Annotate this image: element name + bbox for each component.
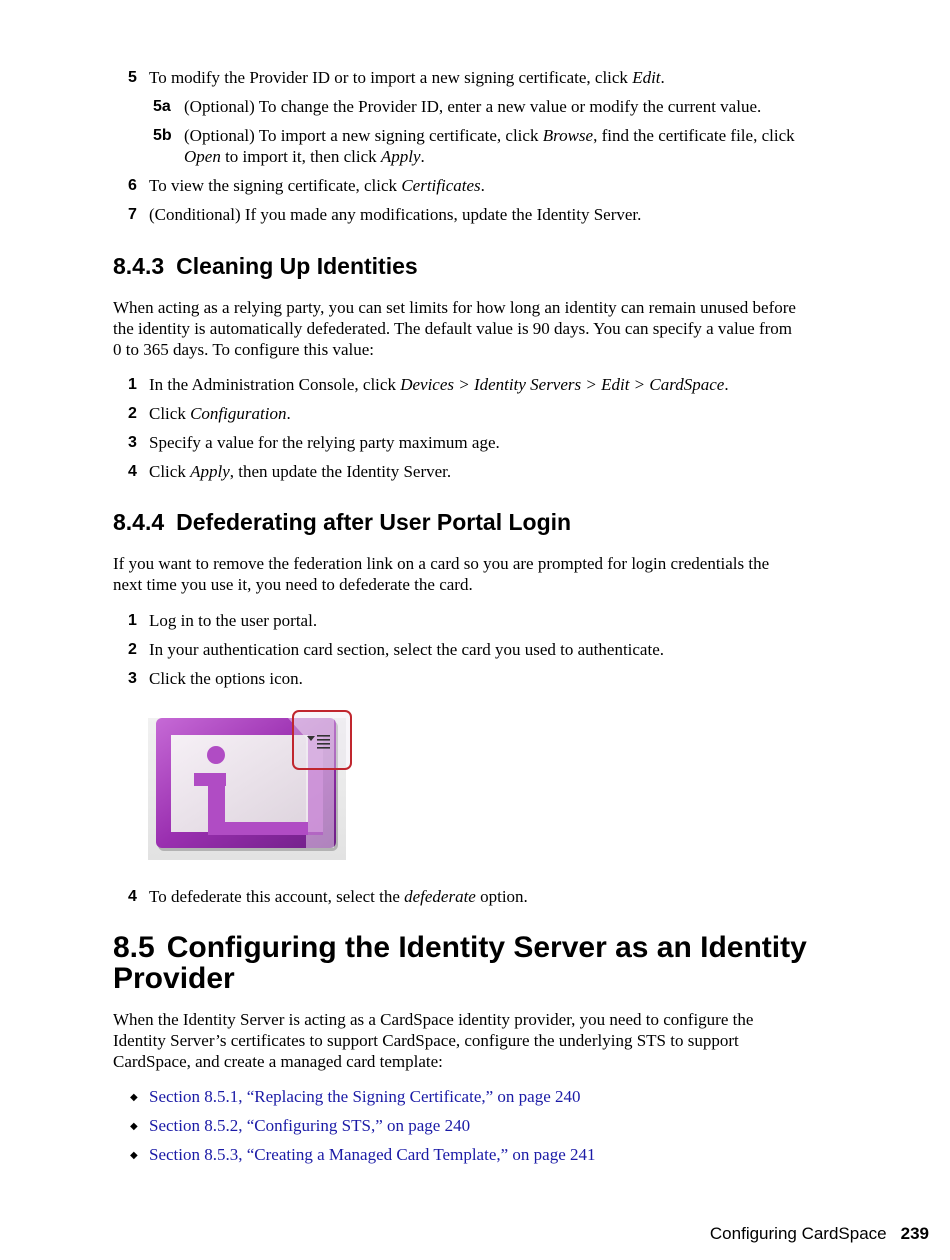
step-text: To modify the Provider ID or to import a new signing certificate, click Edit. [149,68,665,87]
step-number: 1 [128,376,137,393]
step-text: To defederate this account, select the defederate option. [149,887,528,906]
options-icon [306,732,332,752]
footer-chapter: Configuring CardSpace [709,1224,887,1243]
link-section-8-5-2[interactable]: Section 8.5.2, “Configuring STS,” on page 240 [149,1116,471,1135]
step-text: Click Apply, then update the Identity Server. [149,462,452,481]
bullet-icon: ◆ [130,1150,138,1161]
step-text: (Optional) To change the Provider ID, enter a new value or modify the current value. [184,97,762,116]
section-paragraph: If you want to remove the federation link on a card so you are prompted for login credentials the next time you use it, you need to defederate the card. [113,554,770,594]
step-text: Click Configuration. [149,404,291,423]
step-text: Log in to the user portal. [149,611,318,630]
step-text: To view the signing certificate, click Certificates. [149,176,485,195]
step-number: 6 [128,177,137,194]
step-number: 5b [153,127,172,144]
link-section-8-5-3[interactable]: Section 8.5.3, “Creating a Managed Card Template,” on page 241 [149,1145,596,1164]
step-number: 1 [128,612,137,629]
step-number: 4 [128,463,137,480]
step-number: 2 [128,405,137,422]
section-paragraph: When acting as a relying party, you can set limits for how long an identity can remain unused before the identity is automatically defederated. The default value is 90 days. You can specify a value from 0 to 365 days. To configure this value: [113,298,796,359]
step-text-line2: Open to import it, then click Apply. [184,147,425,166]
card-illustration [148,708,358,862]
section-heading-8-5: 8.5 Configuring the Identity Server as an Identity Provider [113,931,807,995]
page-number: 239 [900,1224,929,1243]
bullet-icon: ◆ [130,1121,138,1132]
step-text: (Conditional) If you made any modifications, update the Identity Server. [149,205,642,224]
section-heading-8-4-4: 8.4.4 Defederating after User Portal Login [113,509,572,535]
step-text: Click the options icon. [149,669,303,688]
step-text: Specify a value for the relying party maximum age. [149,433,500,452]
step-text: In your authentication card section, select the card you used to authenticate. [149,640,664,659]
link-section-8-5-1[interactable]: Section 8.5.1, “Replacing the Signing Certificate,” on page 240 [149,1087,581,1106]
step-number: 7 [128,206,137,223]
step-text: In the Administration Console, click Devices > Identity Servers > Edit > CardSpace. [149,375,729,394]
step-number: 3 [128,434,137,451]
step-number: 2 [128,641,137,658]
options-icon-highlight[interactable] [292,710,352,770]
section-paragraph: When the Identity Server is acting as a CardSpace identity provider, you need to configure the Identity Server’s certificates to support CardSpace, configure the underlying STS to support CardSpace, and create a managed card template: [113,1010,754,1071]
step-number: 3 [128,670,137,687]
step-text-line1: (Optional) To import a new signing certificate, click Browse, find the certificate file, click [184,126,795,145]
step-number: 5a [153,98,171,115]
step-number: 5 [128,69,137,86]
bullet-icon: ◆ [130,1092,138,1103]
page-footer [710,1223,929,1244]
section-heading-8-4-3: 8.4.3 Cleaning Up Identities [113,253,418,279]
step-number: 4 [128,888,137,905]
